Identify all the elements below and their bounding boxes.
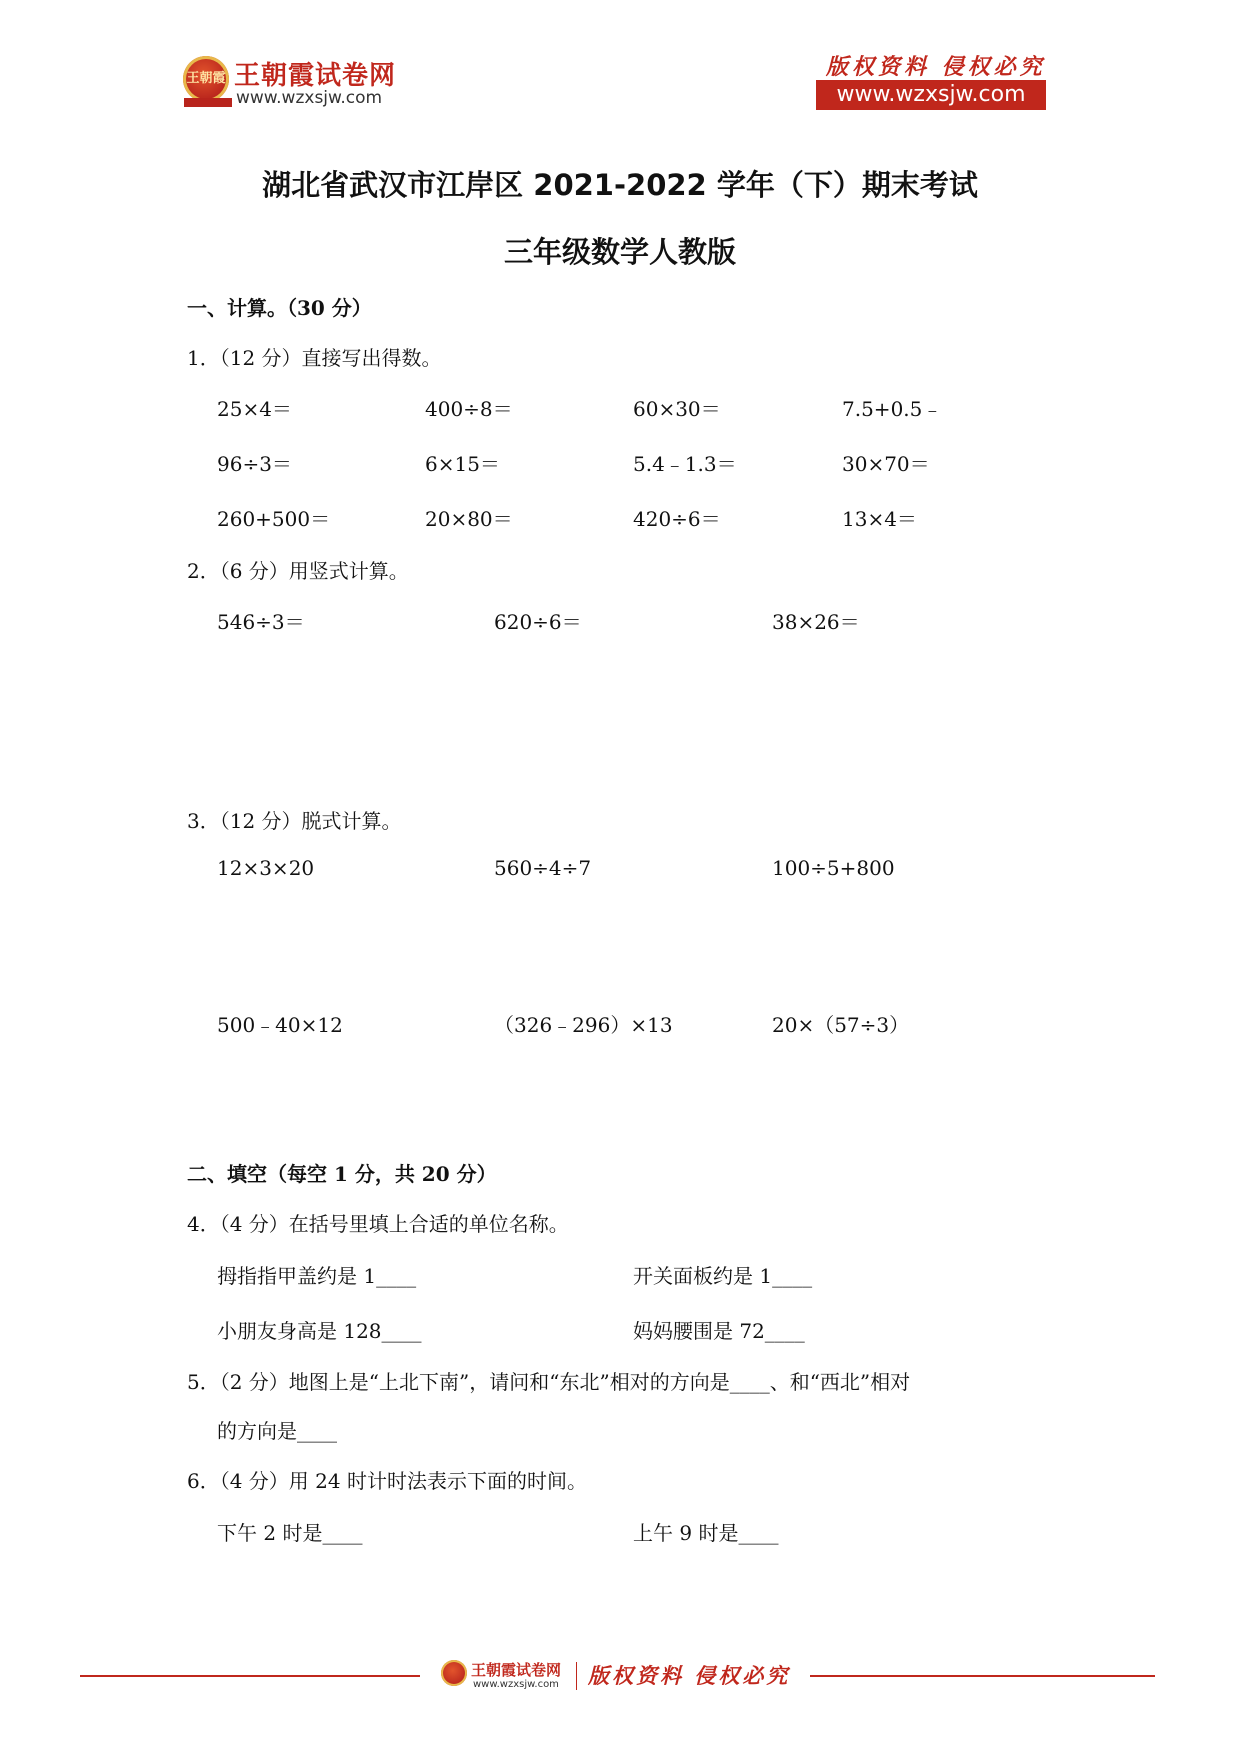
q1-item: 60×30＝ xyxy=(633,397,721,421)
q1-item: 260+500＝ xyxy=(217,507,331,531)
footer-logo-icon xyxy=(441,1660,467,1686)
question-2-label: 2．（6 分）用竖式计算。 xyxy=(187,559,409,583)
q1-item: 30×70＝ xyxy=(842,452,930,476)
q4-item: 开关面板约是 1____ xyxy=(633,1264,813,1288)
question-6-label: 6．（4 分）用 24 时计时法表示下面的时间。 xyxy=(187,1469,587,1493)
q1-item: 13×4＝ xyxy=(842,507,917,531)
q1-item: 20×80＝ xyxy=(425,507,513,531)
footer-copyright: 版权资料 侵权必究 xyxy=(588,1663,791,1688)
footer-logo-url: www.wzxsjw.com xyxy=(473,1679,559,1690)
page-title: 湖北省武汉市江岸区 2021-2022 学年（下）期末考试 xyxy=(262,168,978,202)
logo-badge-icon: 王朝霞 xyxy=(183,56,229,102)
q2-item: 38×26＝ xyxy=(772,610,860,634)
section-heading-calc: 一、计算。（30 分） xyxy=(187,296,372,320)
question-5-line2: 的方向是____ xyxy=(217,1419,337,1443)
q6-item: 下午 2 时是____ xyxy=(217,1521,363,1545)
logo-ribbon xyxy=(184,98,232,107)
q1-item: 5.4﹣1.3＝ xyxy=(633,452,737,476)
q1-item: 400÷8＝ xyxy=(425,397,513,421)
q3-item: 20×（57÷3） xyxy=(772,1013,910,1037)
logo-name: 王朝霞试卷网 xyxy=(234,61,397,91)
page-subtitle: 三年级数学人教版 xyxy=(503,235,736,269)
q1-item: 420÷6＝ xyxy=(633,507,721,531)
q1-item: 25×4＝ xyxy=(217,397,292,421)
copyright-notice: 版权资料 侵权必究 xyxy=(826,54,1046,80)
q3-item: 12×3×20 xyxy=(217,856,315,880)
website-url-box: www.wzxsjw.com xyxy=(816,80,1046,110)
q1-item: 6×15＝ xyxy=(425,452,500,476)
question-4-label: 4．（4 分）在括号里填上合适的单位名称。 xyxy=(187,1212,569,1236)
q1-item: 7.5+0.5﹣ xyxy=(842,397,943,421)
section-heading-fill: 二、填空（每空 1 分，共 20 分） xyxy=(187,1162,497,1186)
q3-item: 500﹣40×12 xyxy=(217,1013,343,1037)
q2-item: 620÷6＝ xyxy=(494,610,582,634)
q4-item: 小朋友身高是 128____ xyxy=(217,1319,422,1343)
footer-logo-name: 王朝霞试卷网 xyxy=(471,1661,562,1679)
q6-item: 上午 9 时是____ xyxy=(633,1521,779,1545)
q3-item: （326﹣296）×13 xyxy=(494,1013,673,1037)
footer-separator xyxy=(576,1662,577,1690)
q3-item: 560÷4÷7 xyxy=(494,856,592,880)
q2-item: 546÷3＝ xyxy=(217,610,305,634)
q3-item: 100÷5+800 xyxy=(772,856,895,880)
q4-item: 拇指指甲盖约是 1____ xyxy=(217,1264,417,1288)
footer-divider-left xyxy=(80,1675,420,1677)
question-5-line1: 5．（2 分）地图上是“上北下南”，请问和“东北”相对的方向是____、和“西北”相对 xyxy=(187,1370,911,1394)
footer-divider-right xyxy=(810,1675,1155,1677)
question-1-label: 1．（12 分）直接写出得数。 xyxy=(187,346,442,370)
q4-item: 妈妈腰围是 72____ xyxy=(633,1319,805,1343)
logo-url: www.wzxsjw.com xyxy=(236,88,383,108)
question-3-label: 3．（12 分）脱式计算。 xyxy=(187,809,402,833)
q1-item: 96÷3＝ xyxy=(217,452,292,476)
